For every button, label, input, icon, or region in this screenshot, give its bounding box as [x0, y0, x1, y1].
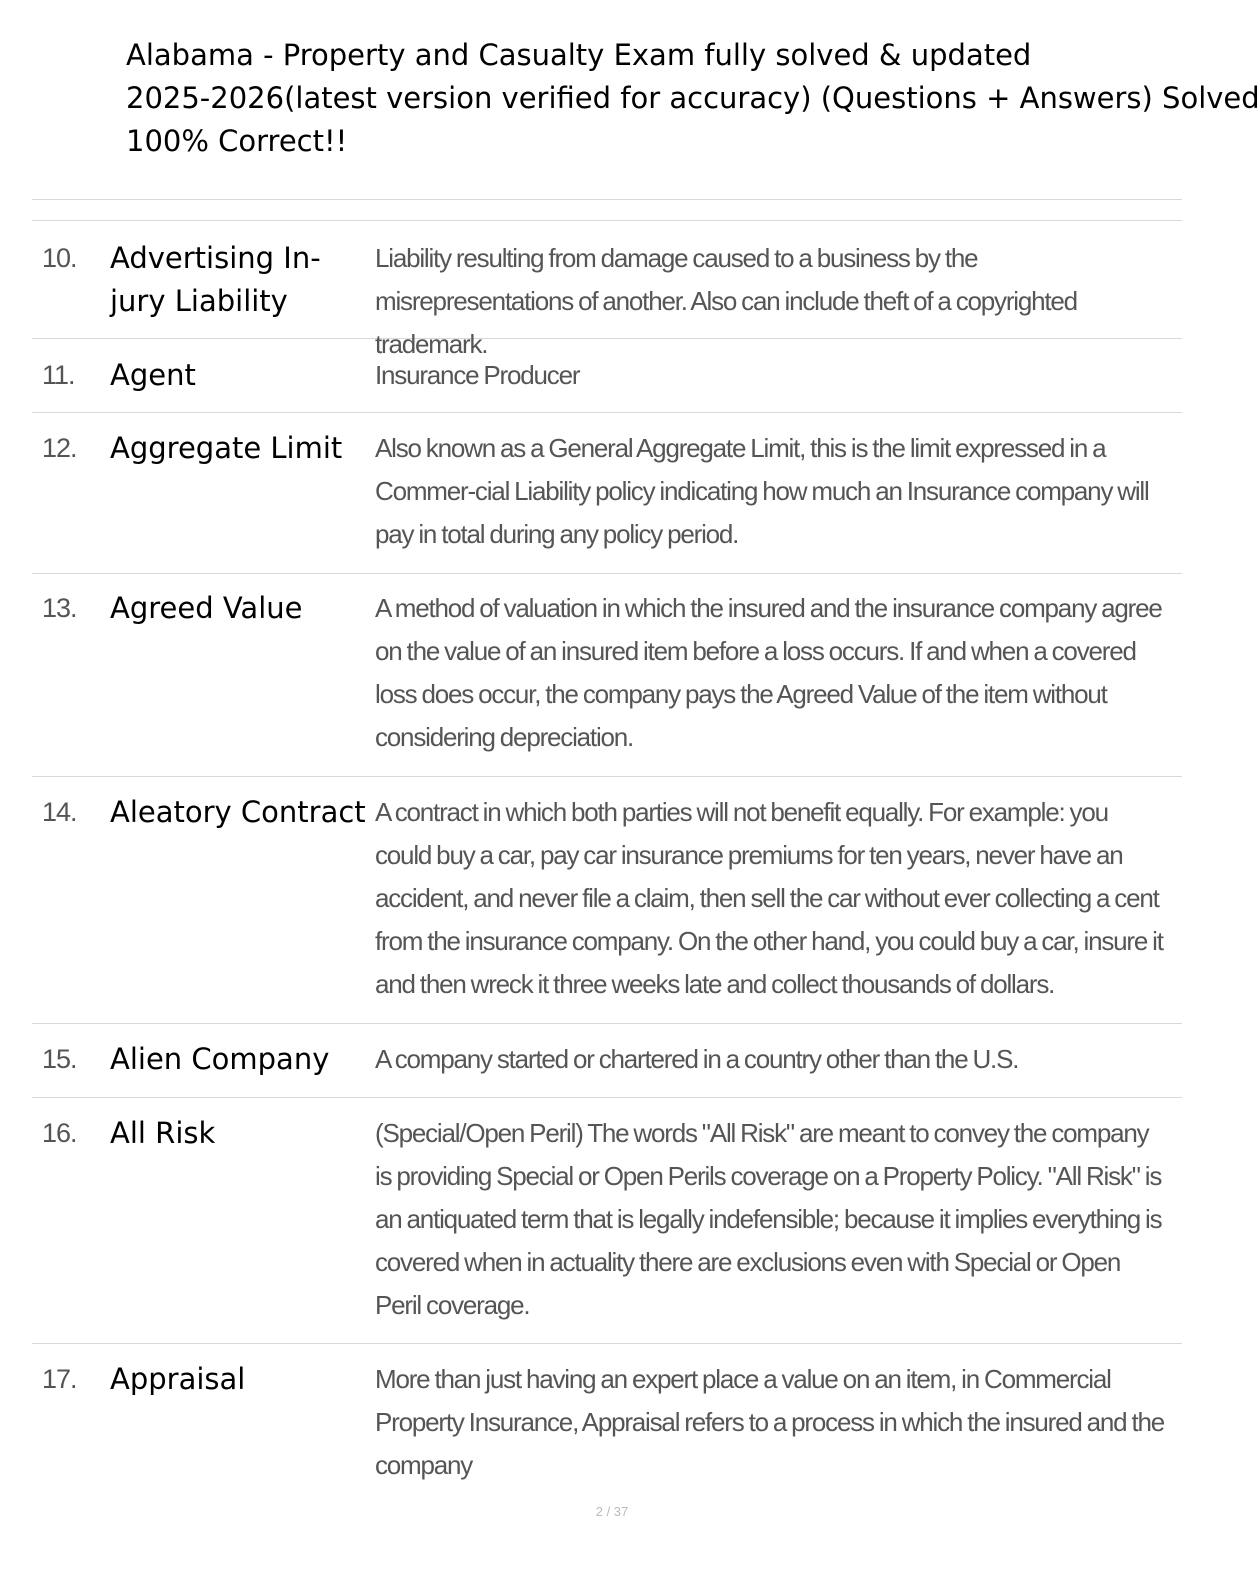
entry-term: Aleatory Contract [110, 795, 366, 829]
page-number: 2 / 37 [595, 1504, 629, 1519]
glossary-entry [32, 220, 1182, 359]
glossary-entry [32, 776, 1182, 1023]
entry-definition: A contract in which both parties will not benefit equally. For example: you could buy a car, pay car insurance premiums for ten years, never have an accident, and never file a claim, then sell the car without ever collecting a cent from the insurance company. On the other hand, you could buy a car, insure it and then wreck it three weeks late and collect thousands of dollars. [375, 797, 1163, 999]
document-title [126, 34, 1260, 163]
entry-number: 17. [42, 1364, 77, 1394]
entry-term: Alien Company [110, 1042, 330, 1076]
entry-definition: Insurance Producer [375, 360, 580, 390]
entry-definition: A method of valuation in which the insured and the insurance company agree on the value of an insured item before a loss occurs. If and when a covered loss does occur, the company pays the Agreed Value of the item without considering depreciation. [375, 593, 1162, 752]
glossary-entry [32, 1023, 1182, 1097]
entry-term: All Risk [110, 1116, 216, 1150]
entry-definition: More than just having an expert place a value on an item, in Commercial Property Insurance, Appraisal refers to a process in which the insured and the company [375, 1364, 1165, 1480]
entry-number: 12. [42, 433, 77, 463]
entry-number: 15. [42, 1044, 77, 1074]
title-line-2: 2025-2026(latest version verified for accuracy) (Questions + Answers) Solved [126, 81, 1260, 115]
entry-definition: Liability resulting from damage caused to a business by the misrepresentations of another. Also can include theft of a copyrighted trademark. [375, 243, 1077, 359]
entry-number: 10. [42, 243, 77, 273]
entry-term: Aggregate Limit [110, 431, 343, 465]
glossary-list [32, 220, 1182, 1480]
entry-term: Appraisal [110, 1362, 246, 1396]
entry-term: Agent [110, 358, 196, 392]
entry-definition: A company started or chartered in a country other than the U.S. [375, 1044, 1019, 1074]
entry-number: 14. [42, 797, 77, 827]
entry-term: Advertising In- jury Liability [110, 241, 321, 318]
glossary-entry [32, 1097, 1182, 1343]
entry-definition: (Special/Open Peril) The words "All Risk" are meant to convey the company is providing Special or Open Perils coverage on a Property Policy. "All Risk" is an antiquated term that is legally indefensible; because it implies everything is covered when in actuality there are exclusions even with Special or Open Peril coverage. [375, 1118, 1162, 1320]
entry-number: 11. [42, 360, 75, 390]
title-line-3: 100% Correct!! [126, 124, 348, 158]
title-line-1: Alabama - Property and Casualty Exam fully solved & updated [126, 38, 1032, 72]
divider [32, 199, 1182, 200]
glossary-entry [32, 338, 1182, 412]
entry-number: 16. [42, 1118, 77, 1148]
entry-term: Agreed Value [110, 591, 303, 625]
glossary-entry [32, 573, 1182, 776]
glossary-entry [32, 1343, 1182, 1480]
entry-definition: Also known as a General Aggregate Limit, this is the limit expressed in a Commer-cial Liability policy indicating how much an Insurance company will pay in total during any policy period. [375, 433, 1149, 549]
glossary-entry [32, 412, 1182, 573]
entry-number: 13. [42, 593, 77, 623]
